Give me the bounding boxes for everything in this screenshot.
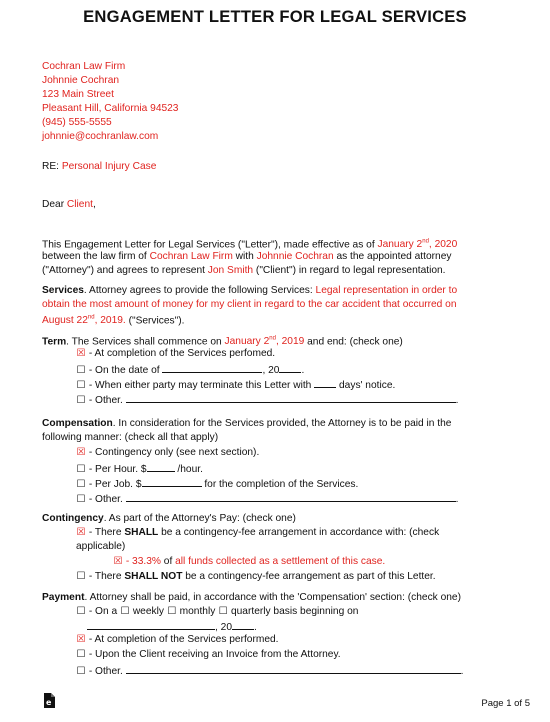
dear-end: , xyxy=(92,199,96,210)
firm-name: Cochran Law Firm xyxy=(42,61,126,72)
term-text: and end: (check one) xyxy=(304,336,403,348)
dear-label: Dear xyxy=(42,199,67,210)
effective-date-sup: nd xyxy=(422,239,429,245)
compensation-option-contingency[interactable] xyxy=(76,446,259,460)
option-label: - Upon the Client receiving an Invoice from the Attorney. xyxy=(86,649,341,660)
services-date-year: , 2019. xyxy=(94,315,126,327)
unchecked-box-icon[interactable]: ☐ xyxy=(76,494,86,505)
option-label: - Per Hour. $ xyxy=(86,464,147,475)
checked-box-icon[interactable]: ☒ xyxy=(76,348,86,359)
intro-line-2 xyxy=(42,250,451,264)
payment-text: . Attorney shall be paid, in accordance with the 'Compensation' section: (check one) xyxy=(84,592,461,603)
option-label: . xyxy=(301,365,305,376)
unchecked-box-icon[interactable]: ☐ xyxy=(76,666,86,677)
payment-option-completion[interactable] xyxy=(76,633,279,647)
firm-city: Pleasant Hill, California 94523 xyxy=(42,103,179,114)
blank-field[interactable] xyxy=(147,461,175,472)
option-label: - There xyxy=(86,527,125,538)
services-date xyxy=(42,315,126,326)
blank-field[interactable] xyxy=(232,619,254,630)
compensation-line-1 xyxy=(42,417,451,431)
services-heading: Services xyxy=(42,285,84,296)
option-label: weekly xyxy=(129,606,167,617)
option-label: - Per Job. $ xyxy=(86,479,142,490)
option-label: - Contingency only (see next section). xyxy=(86,447,260,458)
effective-date xyxy=(377,239,457,250)
payment-line xyxy=(42,591,461,605)
firm-phone: (945) 555-5555 xyxy=(42,117,112,128)
term-date-day: January 2 xyxy=(224,336,270,348)
intro-text: This Engagement Letter for Legal Services ("Letter"), made effective as of xyxy=(42,239,378,251)
intro-text: ("Attorney") and agrees to represent xyxy=(42,265,208,276)
intro-text: ("Client") in regard to legal representation. xyxy=(253,265,446,276)
blank-field[interactable] xyxy=(126,392,456,403)
contingency-option-shall-cont: applicable) xyxy=(76,541,126,552)
checked-box-icon[interactable]: ☒ xyxy=(76,527,86,538)
attorney-name: Johnnie Cochran xyxy=(42,75,120,86)
option-label: - On a xyxy=(86,606,120,617)
salutation xyxy=(42,198,96,212)
term-option-completion[interactable] xyxy=(76,347,275,361)
term-option-other[interactable] xyxy=(76,392,458,408)
contingency-basis: all funds collected as a settlement of this case. xyxy=(175,556,386,567)
services-date-sup: nd xyxy=(87,315,95,321)
intro-line-3 xyxy=(42,264,446,278)
option-label: SHALL NOT xyxy=(124,571,183,582)
term-heading: Term xyxy=(42,336,67,348)
page-number: Page 1 of 5 xyxy=(481,698,530,709)
term-text: . The Services shall commence on xyxy=(66,336,225,348)
option-label: /hour. xyxy=(174,464,203,475)
option-label: - Other. xyxy=(86,395,126,406)
services-text: ("Services"). xyxy=(125,315,185,327)
option-label: be a contingency-fee arrangement as part of this Letter. xyxy=(182,571,436,582)
intro-text: as the appointed attorney xyxy=(333,251,452,262)
unchecked-box-icon[interactable]: ☐ xyxy=(76,649,86,660)
intro-firm: Cochran Law Firm xyxy=(149,251,233,262)
option-label: , 20 xyxy=(215,622,232,633)
contingency-text: . As part of the Attorney's Pay: (check one) xyxy=(103,513,296,524)
unchecked-box-icon[interactable]: ☐ xyxy=(76,464,86,475)
checked-box-icon[interactable]: ☒ xyxy=(76,447,86,458)
payment-option-other[interactable] xyxy=(76,663,463,679)
option-label: - On the date of xyxy=(86,365,163,376)
compensation-text: . In consideration for the Services provided, the Attorney is to be paid in the xyxy=(112,418,452,429)
blank-field[interactable] xyxy=(279,362,301,373)
option-label: for the completion of the Services. xyxy=(201,479,359,490)
re-line xyxy=(42,160,156,174)
effective-date-year: , 2020 xyxy=(428,239,458,251)
option-label: . xyxy=(455,494,459,505)
services-description: Legal representation in order to xyxy=(315,285,458,296)
re-label: RE: xyxy=(42,161,62,172)
option-label: . xyxy=(460,666,464,677)
option-label: quarterly basis beginning on xyxy=(228,606,359,617)
option-label: monthly xyxy=(176,606,219,617)
option-label: of xyxy=(160,556,176,567)
services-text: . Attorney agrees to provide the following Services: xyxy=(83,285,316,296)
blank-field[interactable] xyxy=(126,663,461,674)
unchecked-box-icon[interactable]: ☐ xyxy=(218,606,228,617)
compensation-heading: Compensation xyxy=(42,418,113,429)
unchecked-box-icon[interactable]: ☐ xyxy=(120,606,130,617)
contingency-line xyxy=(42,512,296,526)
svg-text:e: e xyxy=(46,698,52,707)
unchecked-box-icon[interactable]: ☐ xyxy=(76,380,86,391)
effective-date-day: January 2 xyxy=(377,239,423,251)
option-label: SHALL xyxy=(124,527,159,538)
firm-email: johnnie@cochranlaw.com xyxy=(42,131,159,142)
intro-text: with xyxy=(232,251,257,262)
term-date-sup: nd xyxy=(269,336,276,342)
contingency-option-shall[interactable] xyxy=(76,526,439,540)
services-line-2: obtain the most amount of money for my client in regard to the car accident that occurred on xyxy=(42,299,457,310)
unchecked-box-icon[interactable]: ☐ xyxy=(167,606,177,617)
contingency-heading: Contingency xyxy=(42,513,104,524)
payment-heading: Payment xyxy=(42,592,85,603)
checked-box-icon[interactable]: ☒ xyxy=(113,556,123,567)
blank-field[interactable] xyxy=(126,491,456,502)
option-label: days' notice. xyxy=(336,380,396,391)
compensation-option-hourly[interactable] xyxy=(76,461,203,477)
option-label: be a contingency-fee arrangement in accordance with: (check xyxy=(158,527,440,538)
blank-field[interactable] xyxy=(162,362,262,373)
payment-option-invoice[interactable] xyxy=(76,648,341,662)
contingency-option-shall-not[interactable] xyxy=(76,570,436,584)
re-value: Personal Injury Case xyxy=(61,161,157,172)
compensation-option-other[interactable] xyxy=(76,491,458,507)
option-label: . xyxy=(254,622,257,633)
contingency-percentage: - 33.3% xyxy=(123,556,161,567)
option-label: - At completion of the Services perfomed. xyxy=(86,348,276,359)
services-line-3 xyxy=(42,312,184,328)
blank-field[interactable] xyxy=(87,619,215,630)
unchecked-box-icon[interactable]: ☐ xyxy=(76,571,86,582)
payment-option-schedule[interactable] xyxy=(76,605,358,619)
option-label: - Other. xyxy=(86,494,126,505)
option-label: , 20 xyxy=(262,365,280,376)
term-option-notice[interactable] xyxy=(76,377,395,393)
services-date-day: August 22 xyxy=(42,315,88,327)
compensation-line-2: following manner: (check all that apply) xyxy=(42,432,219,443)
option-label: - At completion of the Services performed. xyxy=(86,634,279,645)
intro-attorney: Johnnie Cochran xyxy=(256,251,334,262)
unchecked-box-icon[interactable]: ☐ xyxy=(76,479,86,490)
option-label: - Other. xyxy=(86,666,126,677)
blank-field[interactable] xyxy=(314,377,336,388)
term-option-date[interactable] xyxy=(76,362,304,378)
term-date-year: , 2019 xyxy=(275,336,305,348)
unchecked-box-icon[interactable]: ☐ xyxy=(76,395,86,406)
firm-street: 123 Main Street xyxy=(42,89,114,100)
intro-text: between the law firm of xyxy=(42,251,150,262)
unchecked-box-icon[interactable]: ☐ xyxy=(76,606,86,617)
checked-box-icon[interactable]: ☒ xyxy=(76,634,86,645)
eforms-logo-icon xyxy=(43,693,55,708)
blank-field[interactable] xyxy=(142,476,202,487)
option-label: - There xyxy=(86,571,125,582)
document-title: ENGAGEMENT LETTER FOR LEGAL SERVICES xyxy=(83,7,467,26)
compensation-option-per-job[interactable] xyxy=(76,476,358,492)
services-line-1 xyxy=(42,284,457,298)
option-label: - When either party may terminate this Letter with xyxy=(86,380,315,391)
unchecked-box-icon[interactable]: ☐ xyxy=(76,365,86,376)
intro-client: Jon Smith xyxy=(207,265,254,276)
dear-client: Client xyxy=(66,199,93,210)
option-label: . xyxy=(455,395,459,406)
term-start-date xyxy=(225,336,305,347)
contingency-sub-option-percentage[interactable] xyxy=(113,555,385,569)
